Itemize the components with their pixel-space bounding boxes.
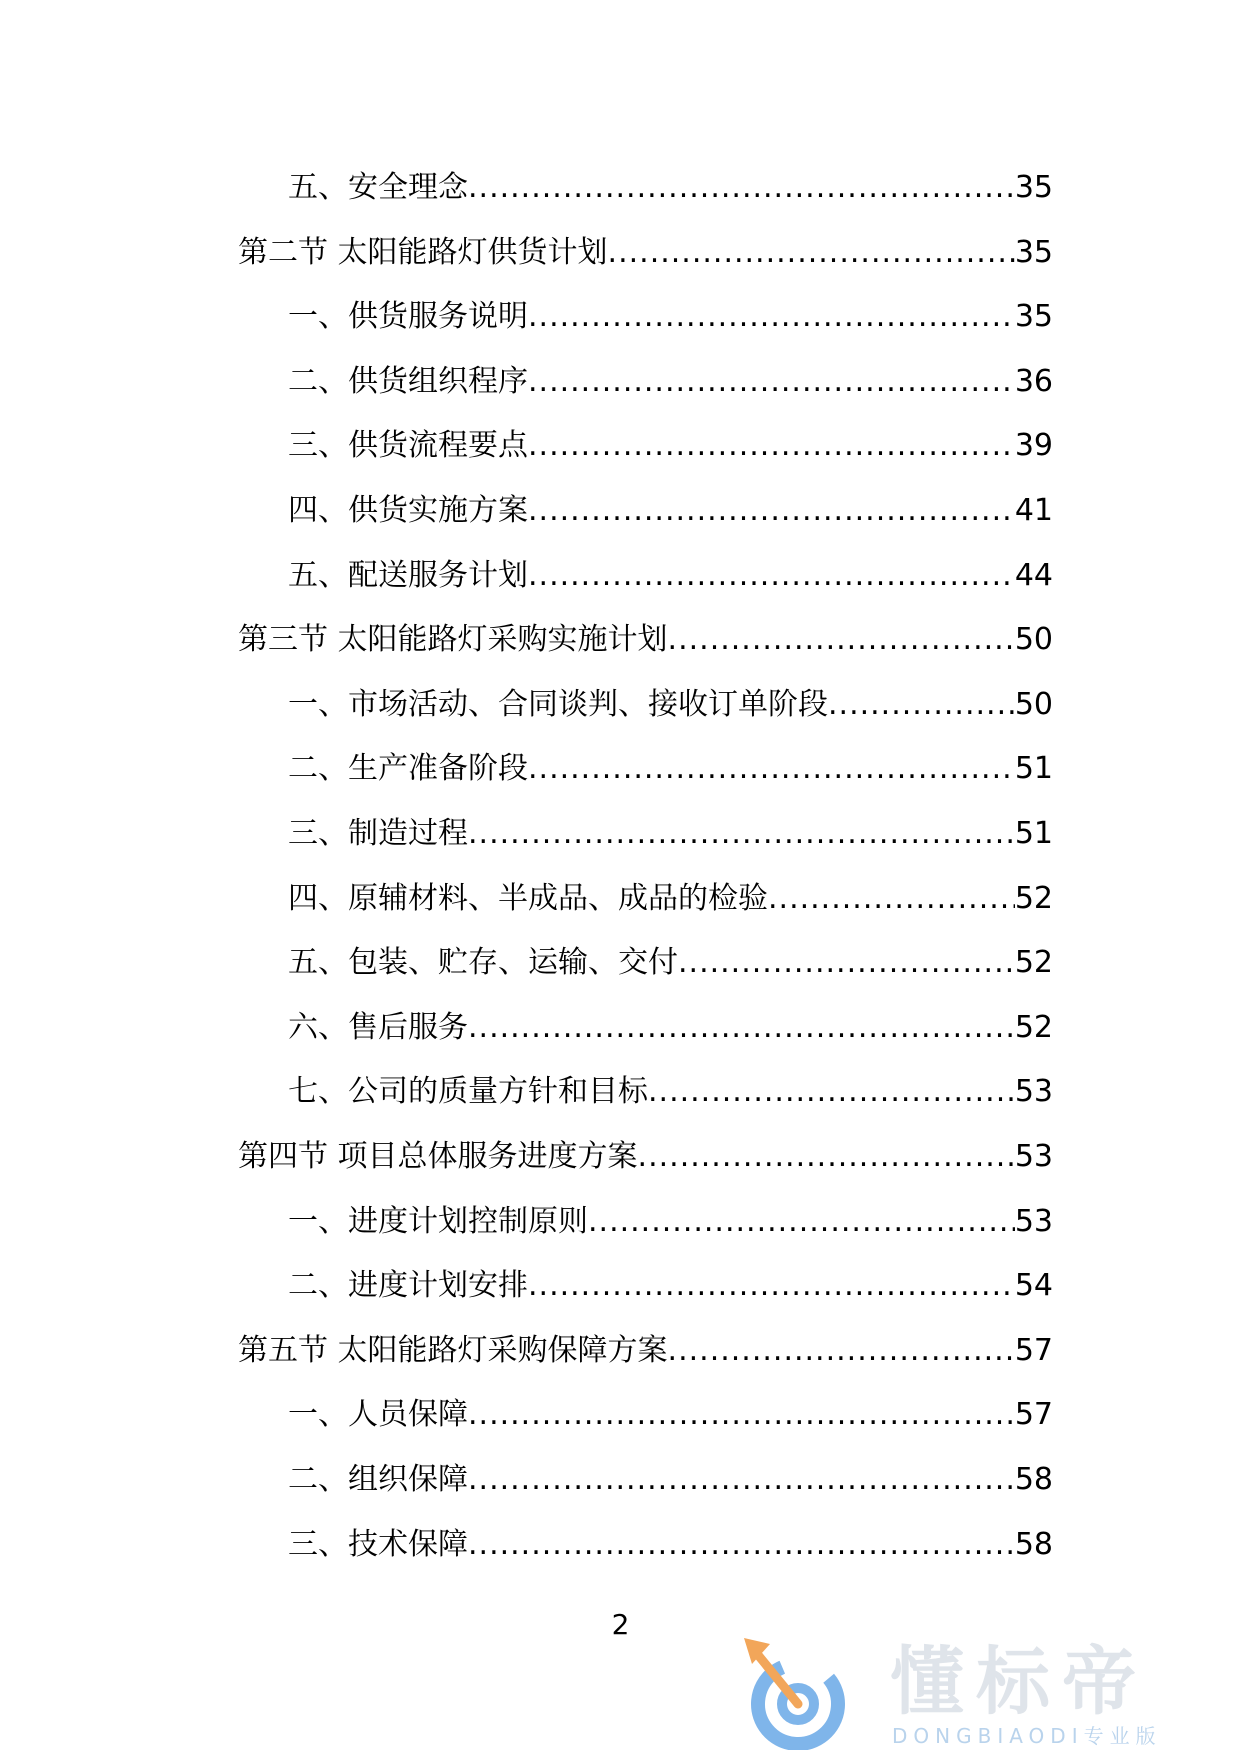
toc-entry-page: 51 [1014,816,1053,851]
toc-entry-title: 二、组织保障 [288,1462,468,1497]
toc-entry-title: 七、公司的质量方针和目标 [288,1074,648,1109]
toc-dot-leader [468,1523,1015,1567]
toc-entry-page: 58 [1014,1527,1053,1562]
toc-dot-leader [468,1006,1015,1050]
toc-dot-leader [468,166,1015,210]
toc-entry-title: 一、进度计划控制原则 [288,1204,588,1239]
toc-entry-title: 三、供货流程要点 [288,428,528,463]
toc-dot-leader [528,1264,1015,1308]
toc-entry-title: 三、技术保障 [288,1527,468,1562]
toc-entry-page: 44 [1014,558,1053,593]
toc-entry-title: 一、人员保障 [288,1397,468,1432]
toc-entry-page: 50 [1014,622,1053,657]
toc-dot-leader [528,295,1015,339]
toc-entry-title: 四、原辅材料、半成品、成品的检验 [288,881,768,916]
watermark [740,1634,1220,1750]
toc-entry-title: 二、进度计划安排 [288,1268,528,1303]
toc-entry-title: 一、供货服务说明 [288,299,528,334]
toc-entry[interactable] [288,424,1053,468]
toc-entry[interactable] [288,1200,1053,1244]
target-dart-icon [740,1634,876,1750]
toc-entry-page: 35 [1014,235,1053,270]
toc-entry[interactable] [288,1264,1053,1308]
toc-entry-title: 五、安全理念 [288,170,468,205]
toc-entry[interactable] [288,1070,1053,1114]
toc-entry[interactable] [288,747,1053,791]
toc-dot-leader [528,747,1015,791]
toc-entry[interactable] [288,877,1053,921]
toc-entry[interactable] [288,554,1053,598]
toc-section-entry[interactable] [238,231,1053,275]
toc-entry-page: 53 [1014,1204,1053,1239]
toc-dot-leader [668,1329,1015,1373]
toc-dot-leader [468,1393,1015,1437]
toc-entry-page: 39 [1014,428,1053,463]
toc-entry-page: 35 [1014,170,1053,205]
toc-dot-leader [678,941,1015,985]
toc-entry[interactable] [288,489,1053,533]
toc-entry-title: 四、供货实施方案 [288,493,528,528]
watermark-subtitle: DONGBIAODI专业版 [892,1724,1162,1748]
toc-entry-title: 五、包装、贮存、运输、交付 [288,945,678,980]
toc-entry-page: 57 [1014,1397,1053,1432]
toc-dot-leader [648,1070,1015,1114]
toc-entry-page: 53 [1014,1074,1053,1109]
watermark-brand: 懂标帝 [890,1639,1148,1725]
toc-dot-leader [528,424,1015,468]
toc-entry-page: 54 [1014,1268,1053,1303]
toc-dot-leader [468,1458,1015,1502]
toc-entry-title: 第五节 太阳能路灯采购保障方案 [238,1333,668,1368]
toc-dot-leader [528,360,1015,404]
toc-entry[interactable] [288,683,1053,727]
toc-entry-title: 二、生产准备阶段 [288,751,528,786]
toc-entry-page: 58 [1014,1462,1053,1497]
toc-entry-page: 36 [1014,364,1053,399]
toc-entry[interactable] [288,166,1053,210]
toc-entry-page: 57 [1014,1333,1053,1368]
toc-entry-title: 第三节 太阳能路灯采购实施计划 [238,622,668,657]
toc-section-entry[interactable] [238,1135,1053,1179]
toc-entry[interactable] [288,812,1053,856]
toc-entry-title: 第二节 太阳能路灯供货计划 [238,235,608,270]
toc-entry[interactable] [288,1393,1053,1437]
toc-entry-title: 一、市场活动、合同谈判、接收订单阶段 [288,687,828,722]
toc-entry-title: 第四节 项目总体服务进度方案 [238,1139,638,1174]
toc-entry-page: 52 [1014,881,1053,916]
toc-entry[interactable] [288,360,1053,404]
toc-entry-page: 41 [1014,493,1053,528]
toc-entry-title: 二、供货组织程序 [288,364,528,399]
toc-entry-page: 50 [1014,687,1053,722]
page-number: 2 [611,1608,630,1641]
toc-dot-leader [638,1135,1015,1179]
toc-entry-title: 五、配送服务计划 [288,558,528,593]
toc-entry-title: 六、售后服务 [288,1010,468,1045]
toc-entry-page: 52 [1014,1010,1053,1045]
toc-dot-leader [468,812,1015,856]
toc-entry-page: 53 [1014,1139,1053,1174]
toc-entry-page: 51 [1014,751,1053,786]
toc-dot-leader [528,554,1015,598]
toc-entry[interactable] [288,295,1053,339]
toc-entry[interactable] [288,941,1053,985]
toc-entry-title: 三、制造过程 [288,816,468,851]
toc-section-entry[interactable] [238,1329,1053,1373]
toc-entry-page: 35 [1014,299,1053,334]
toc-dot-leader [608,231,1015,275]
toc-dot-leader [528,489,1015,533]
toc-entry-page: 52 [1014,945,1053,980]
toc-dot-leader [768,877,1015,921]
toc-entry[interactable] [288,1006,1053,1050]
toc-section-entry[interactable] [238,618,1053,662]
toc-entry[interactable] [288,1458,1053,1502]
toc-entry[interactable] [288,1523,1053,1567]
toc-dot-leader [828,683,1015,727]
toc-dot-leader [588,1200,1015,1244]
toc-dot-leader [668,618,1015,662]
